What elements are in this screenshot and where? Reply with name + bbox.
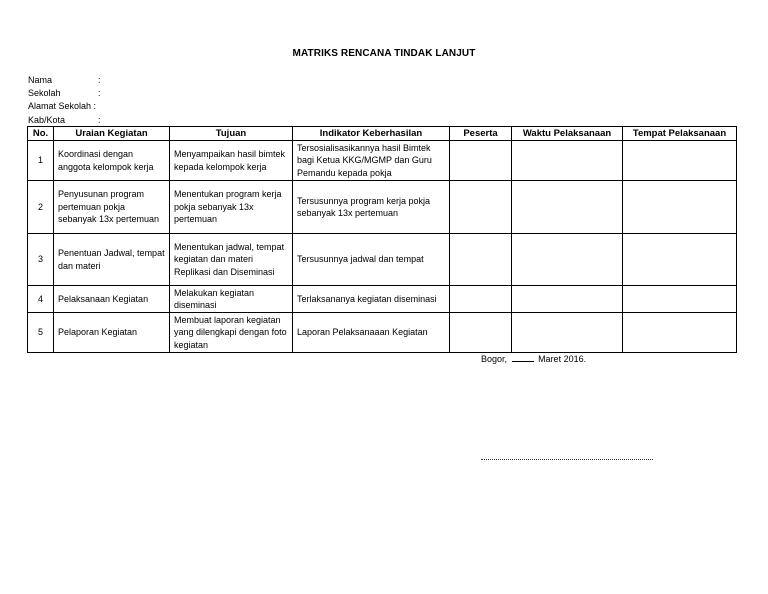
- cell-uraian: Pelaksanaan Kegiatan: [54, 286, 170, 313]
- cell-tempat: [623, 234, 737, 286]
- cell-tempat: [623, 286, 737, 313]
- table-row: [28, 141, 737, 181]
- field-label: Sekolah: [28, 88, 61, 99]
- cell-tempat: [623, 313, 737, 353]
- cell-waktu: [512, 313, 623, 353]
- cell-tujuan: Melakukan kegiatan diseminasi: [170, 286, 293, 313]
- place-date-line: [481, 353, 586, 364]
- header-waktu-pelaksanaan: Waktu Pelaksanaan: [512, 127, 623, 141]
- cell-indikator: Tersusunnya jadwal dan tempat: [293, 234, 450, 286]
- cell-tujuan: Membuat laporan kegiatan yang dilengkapi dengan foto kegiatan: [170, 313, 293, 353]
- field-colon: :: [98, 75, 101, 85]
- cell-uraian: Penyusunan program pertemuan pokja sebanyak 13x pertemuan: [54, 181, 170, 234]
- cell-tempat: [623, 181, 737, 234]
- signature-city: Bogor,: [481, 354, 508, 364]
- field-label: Nama: [28, 75, 53, 85]
- cell-no: 1: [28, 141, 54, 181]
- action-plan-table: [27, 126, 737, 353]
- signature-month-year: Maret 2016.: [538, 354, 587, 364]
- cell-no: 5: [28, 313, 54, 353]
- cell-waktu: [512, 141, 623, 181]
- cell-uraian: Koordinasi dengan anggota kelompok kerja: [54, 141, 170, 181]
- table-row: [28, 313, 737, 353]
- cell-peserta: [450, 181, 512, 234]
- header-indikator-keberhasilan: Indikator Keberhasilan: [293, 127, 450, 141]
- table-header-row: [28, 127, 737, 141]
- cell-no: 4: [28, 286, 54, 313]
- field-kab-kota: [28, 114, 101, 127]
- cell-tujuan: Menyampaikan hasil bimtek kepada kelompok kerja: [170, 141, 293, 181]
- field-colon: :: [98, 88, 101, 99]
- header-tempat-pelaksanaan: Tempat Pelaksanaan: [623, 127, 737, 141]
- field-colon: :: [98, 114, 101, 125]
- table-row: [28, 286, 737, 313]
- cell-waktu: [512, 234, 623, 286]
- header-tujuan: Tujuan: [170, 127, 293, 141]
- field-label: Alamat Sekolah :: [28, 101, 97, 112]
- field-nama: [28, 74, 101, 87]
- field-sekolah: [28, 87, 101, 100]
- header-uraian-kegiatan: Uraian Kegiatan: [54, 127, 170, 141]
- cell-tujuan: Menentukan program kerja pokja sebanyak 13x pertemuan: [170, 181, 293, 234]
- cell-indikator: Tersusunnya program kerja pokja sebanyak 13x pertemuan: [293, 181, 450, 234]
- cell-peserta: [450, 234, 512, 286]
- document-title: MATRIKS RENCANA TINDAK LANJUT: [292, 48, 476, 59]
- cell-peserta: [450, 313, 512, 353]
- table-row: [28, 234, 737, 286]
- field-alamat-sekolah: [28, 100, 96, 113]
- cell-peserta: [450, 141, 512, 181]
- cell-no: 3: [28, 234, 54, 286]
- cell-tujuan: Menentukan jadwal, tempat kegiatan dan materi Replikasi dan Diseminasi: [170, 234, 293, 286]
- cell-uraian: Pelaporan Kegiatan: [54, 313, 170, 353]
- field-label: Kab/Kota: [28, 114, 66, 125]
- cell-no: 2: [28, 181, 54, 234]
- header-peserta: Peserta: [450, 127, 512, 141]
- cell-tempat: [623, 141, 737, 181]
- date-blank: [512, 353, 534, 362]
- cell-waktu: [512, 181, 623, 234]
- cell-indikator: Tersosialisasikannya hasil Bimtek bagi Ketua KKG/MGMP dan Guru Pemandu kepada pokja: [293, 141, 450, 181]
- cell-waktu: [512, 286, 623, 313]
- identity-fields: [28, 74, 101, 127]
- table-row: [28, 181, 737, 234]
- cell-uraian: Penentuan Jadwal, tempat dan materi: [54, 234, 170, 286]
- cell-indikator: Laporan Pelaksanaaan Kegiatan: [293, 313, 450, 353]
- signature-line: [481, 459, 653, 460]
- cell-peserta: [450, 286, 512, 313]
- cell-indikator: Terlaksananya kegiatan diseminasi: [293, 286, 450, 313]
- header-no: No.: [28, 127, 54, 141]
